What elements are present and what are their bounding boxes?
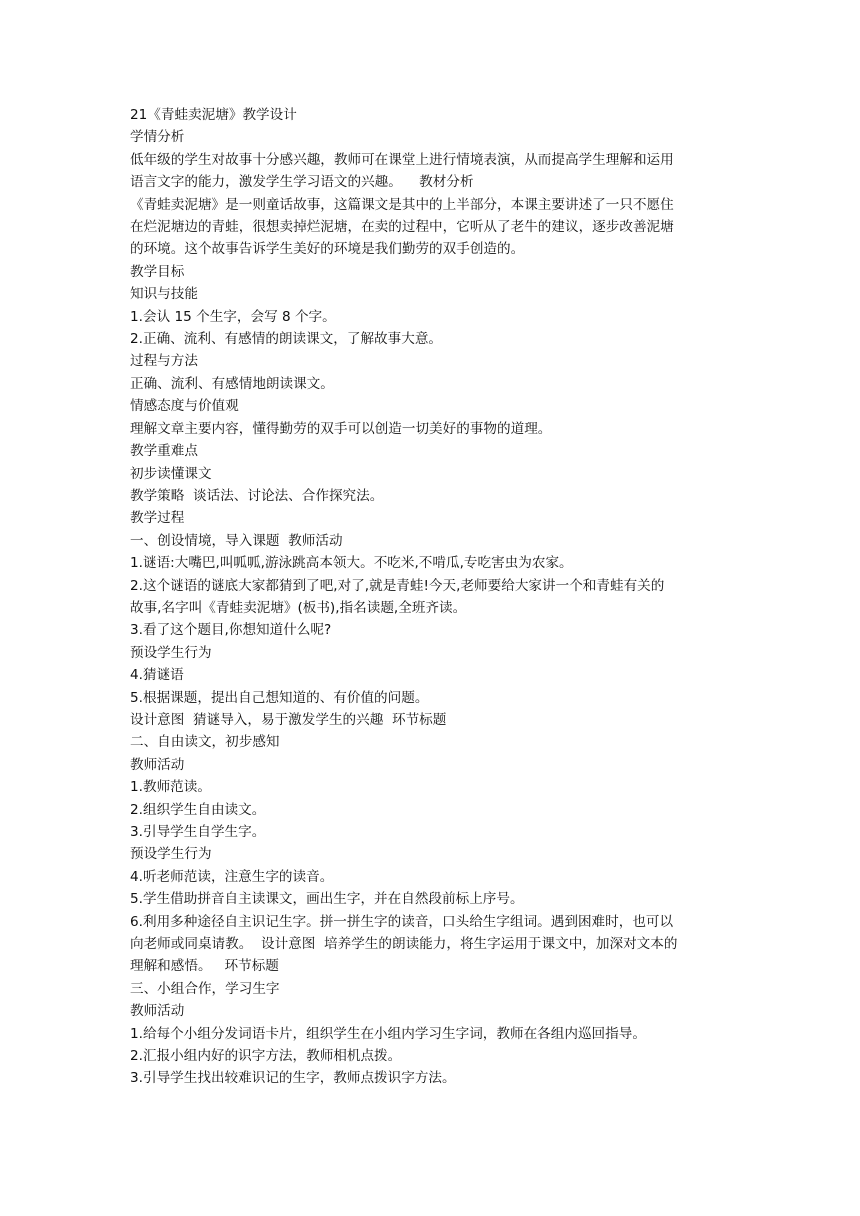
subsection-heading: 情感态度与价值观 [130, 398, 239, 415]
section-heading: 教学目标 [130, 263, 185, 280]
list-item: 3.引导学生找出较难识记的生字，教师点拨识字方法。 [130, 1070, 456, 1087]
list-item: 2.组织学生自由读文。 [130, 801, 266, 818]
subsection-heading: 知识与技能 [130, 286, 198, 303]
paragraph-line: 设计意图 猜谜导入，易于激发学生的兴趣 环节标题 [130, 711, 447, 728]
paragraph-line: 初步读懂课文 [130, 465, 212, 482]
list-item: 4.听老师范读，注意生字的读音。 [130, 868, 334, 885]
section-heading: 学情分析 [130, 129, 185, 146]
list-item: 1.教师范读。 [130, 779, 211, 796]
subsection-heading: 二、自由读文，初步感知 [130, 734, 280, 751]
subsection-heading: 过程与方法 [130, 353, 198, 370]
list-item: 5.学生借助拼音自主读课文，画出生字，并在自然段前标上序号。 [130, 891, 524, 908]
paragraph-line: 在烂泥塘边的青蛙，很想卖掉烂泥塘，在卖的过程中，它听从了老牛的建议，逐步改善泥塘 [130, 219, 674, 236]
list-item: 3.看了这个题目,你想知道什么呢? [130, 622, 332, 639]
list-item: 理解和感悟。 环节标题 [130, 958, 279, 975]
list-item: 故事,名字叫《青蛙卖泥塘》(板书),指名读题,全班齐读。 [130, 599, 467, 616]
paragraph-line: 的环境。这个故事告诉学生美好的环境是我们勤劳的双手创造的。 [130, 241, 525, 258]
list-item: 2.这个谜语的谜底大家都猜到了吧,对了,就是青蛙!今天,老师要给大家讲一个和青蛙有关的 [130, 577, 665, 594]
list-item: 2.汇报小组内好的识字方法，教师相机点拨。 [130, 1048, 402, 1065]
list-item: 向老师或同桌请教。 设计意图 培养学生的朗读能力，将生字运用于课文中，加深对文本的 [130, 936, 678, 953]
paragraph-line: 低年级的学生对故事十分感兴趣，教师可在课堂上进行情境表演，从而提高学生理解和运用 [130, 151, 674, 168]
subsection-heading: 三、小组合作，学习生字 [130, 980, 280, 997]
paragraph-line: 语言文字的能力，激发学生学习语文的兴趣。 教材分析 [130, 174, 474, 191]
subsection-heading: 一、创设情境，导入课题 教师活动 [130, 532, 343, 549]
paragraph-line: 《青蛙卖泥塘》是一则童话故事，这篇课文是其中的上半部分，本课主要讲述了一只不愿住 [130, 196, 674, 213]
subsection-heading: 教师活动 [130, 1003, 185, 1020]
section-heading: 教学过程 [130, 510, 185, 527]
subsection-heading: 预设学生行为 [130, 846, 212, 863]
list-item: 1.会认 15 个生字，会写 8 个字。 [130, 308, 336, 325]
paragraph-line: 理解文章主要内容，懂得勤劳的双手可以创造一切美好的事物的道理。 [130, 420, 552, 437]
section-heading: 教学重难点 [130, 443, 198, 460]
list-item: 6.利用多种途径自主识记生字。拼一拼生字的读音，口头给生字组词。遇到困难时，也可以 [130, 913, 674, 930]
list-item: 1.谜语:大嘴巴,叫呱呱,游泳跳高本领大。不吃米,不啃瓜,专吃害虫为农家。 [130, 555, 573, 572]
list-item: 5.根据课题，提出自己想知道的、有价值的问题。 [130, 689, 429, 706]
subsection-heading: 教师活动 [130, 756, 185, 773]
paragraph-line: 教学策略 谈话法、讨论法、合作探究法。 [130, 487, 384, 504]
document-body [130, 104, 734, 1090]
list-item: 3.引导学生自学生字。 [130, 824, 266, 840]
list-item: 4.猜谜语 [130, 667, 184, 684]
paragraph-line: 正确、流利、有感情地朗读课文。 [130, 375, 334, 392]
list-item: 1.给每个小组分发词语卡片，组织学生在小组内学习生字词，教师在各组内巡回指导。 [130, 1025, 646, 1042]
subsection-heading: 预设学生行为 [130, 644, 212, 661]
document-title: 21《青蛙卖泥塘》教学设计 [130, 107, 297, 123]
list-item: 2.正确、流利、有感情的朗读课文，了解故事大意。 [130, 331, 443, 348]
